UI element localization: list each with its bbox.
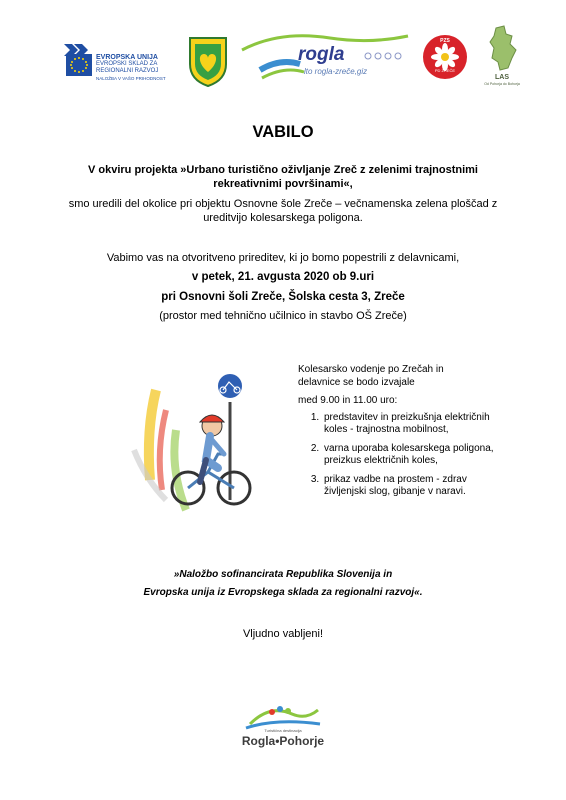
- list-item: 1. predstavitev in preizkušnja električnih koles - trajnostna mobilnost,: [322, 412, 508, 437]
- rogla-pohorje-subtitle: Turistična destinacija: [264, 728, 302, 733]
- eu-slogan: NALOŽBA V VAŠO PRIHODNOST: [96, 76, 166, 81]
- eu-line1: EVROPSKA UNIJA: [96, 54, 158, 61]
- list-item: 2. varna uporaba kolesarskega poligona, preizkus električnih koles,: [322, 443, 508, 468]
- funding-line-1: »Naložbo sofinancirata Republika Slovenija in: [173, 569, 393, 580]
- activities-time: med 9.00 in 11.00 uro:: [298, 395, 398, 406]
- event-note: (prostor med tehnično učilnico in stavbo OŠ Zreče): [159, 310, 407, 322]
- event-date: v petek, 21. avgusta 2020 ob 9.uri: [191, 271, 375, 283]
- eu-logo: [62, 42, 186, 82]
- las-subtitle: Od Pohorja do Bohorja: [484, 82, 520, 86]
- activities-section: [298, 364, 508, 505]
- eu-line3: REGIONALNI RAZVOJ: [96, 68, 159, 74]
- intro-line-2: rekreativnimi površinami«,: [213, 178, 353, 190]
- cyclist-illustration: [126, 370, 262, 520]
- page-title: VABILO: [252, 123, 314, 141]
- closing-text: Vljudno vabljeni!: [242, 628, 324, 640]
- las-region-map-icon: [480, 24, 524, 74]
- pzs-label: PZS: [440, 38, 450, 44]
- intro-line-4: ureditvijo kolesarskega poligona.: [203, 212, 363, 224]
- intro-line-3: smo uredili del okolice pri objektu Osnovne šole Zreče – večnamenska zelena ploščad z: [68, 198, 498, 210]
- intro-line-1: V okviru projekta »Urbano turistično oživljanje Zreč z zelenimi trajnostnimi: [88, 164, 478, 176]
- zrece-coat-of-arms-icon: [186, 34, 230, 88]
- activities-list: [298, 412, 508, 499]
- rogla-wordmark: rogla: [298, 44, 345, 65]
- eu-line2: EVROPSKI SKLAD ZA: [96, 61, 158, 67]
- pd-zrece-label: PD ZREČE: [434, 68, 456, 73]
- rogla-pohorje-wordmark: Rogla•Pohorje: [241, 734, 325, 748]
- event-place: pri Osnovni šoli Zreče, Šolska cesta 3, Zreče: [161, 291, 405, 303]
- activities-intro-1: Kolesarsko vodenje po Zrečah in: [298, 364, 444, 375]
- pzs-logo: [422, 34, 468, 80]
- las-label: LAS: [495, 74, 509, 81]
- rogla-pohorje-logo: [236, 702, 330, 760]
- las-logo: [480, 24, 524, 86]
- event-invite: Vabimo vas na otvoritveno prireditev, ki jo bomo popestrili z delavnicami,: [106, 252, 460, 264]
- funding-line-2: Evropska unija iz Evropskega sklada za regionalni razvoj«.: [143, 587, 423, 598]
- rogla-subtitle: lto rogla-zreče,giz: [304, 67, 368, 76]
- eu-text: [96, 54, 158, 75]
- list-item: 3. prikaz vadbe na prostem - zdrav življenjski slog, gibanje v naravi.: [322, 474, 508, 499]
- rogla-logo: [240, 30, 410, 84]
- eu-flag-icon: [66, 54, 92, 76]
- activities-intro-2: delavnice se bodo izvajale: [298, 376, 415, 388]
